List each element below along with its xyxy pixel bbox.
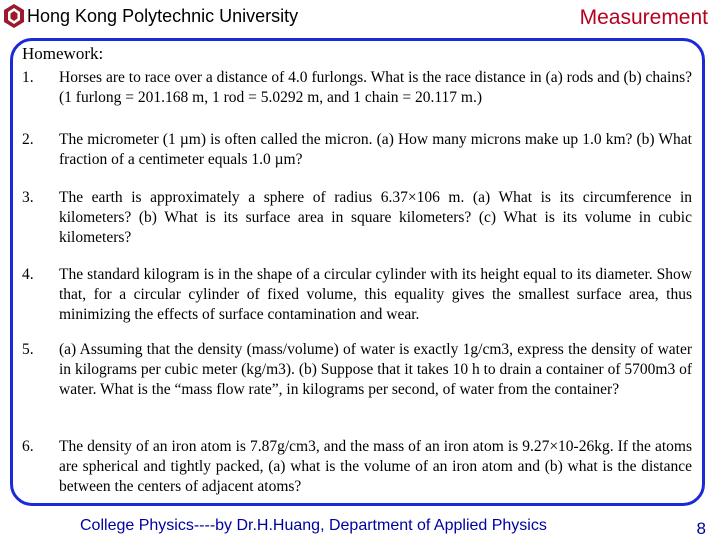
- item-number: 2.: [22, 131, 34, 148]
- page-number: 8: [696, 519, 706, 538]
- slide-topic: Measurement: [579, 6, 708, 29]
- university-name: Hong Kong Polytechnic University: [27, 6, 299, 26]
- university-logo-icon: [2, 2, 26, 30]
- item-number: 6.: [22, 438, 34, 455]
- item-text: The earth is approximately a sphere of radius 6.37×106 m. (a) What is its circumference in kilometers? (b) What is its surface area in square kilometers? (c) What is its volume in cubic kilometers?: [59, 189, 692, 246]
- item-number: 5.: [22, 341, 34, 358]
- item-text: The density of an iron atom is 7.87g/cm3, and the mass of an iron atom is 9.27×10-26kg. If the atoms are spherical and tightly packed, (a) what is the volume of an iron atom and (b) what is the distance between the centers of adjacent atoms?: [59, 438, 692, 495]
- item-text: (a) Assuming that the density (mass/volume) of water is exactly 1g/cm3, express the density of water in kilograms per cubic meter (kg/m3). (b) Suppose that it takes 10 h to drain a container of 5700m3 of water. What is the “mass flow rate”, in kilograms per second, of water from the container?: [59, 341, 692, 398]
- item-number: 4.: [22, 266, 34, 283]
- homework-item-5: [22, 340, 692, 400]
- item-text: Horses are to race over a distance of 4.0 furlongs. What is the race distance in (a) rods and (b) chains? (1 furlong = 201.168 m, 1 rod = 5.0292 m, and 1 chain = 20.117 m.): [59, 69, 692, 106]
- item-number: 3.: [22, 189, 34, 206]
- item-text: The standard kilogram is in the shape of a circular cylinder with its height equal to its diameter. Show that, for a circular cylinder of fixed volume, this equality gives the smallest surface area, thus minimizing the effects of surface contamination and wear.: [59, 266, 692, 323]
- homework-item-4: [22, 265, 692, 325]
- homework-item-2: [22, 130, 692, 170]
- item-text: The micrometer (1 µm) is often called the micron. (a) How many microns make up 1.0 km? (b) What fraction of a centimeter equals 1.0 µm?: [59, 131, 692, 168]
- item-number: 1.: [22, 69, 34, 86]
- footer-credit: College Physics----by Dr.H.Huang, Department of Applied Physics: [80, 517, 547, 534]
- homework-item-3: [22, 188, 692, 248]
- homework-item-6: [22, 437, 692, 497]
- homework-item-1: [22, 68, 692, 108]
- homework-title: Homework:: [22, 44, 104, 63]
